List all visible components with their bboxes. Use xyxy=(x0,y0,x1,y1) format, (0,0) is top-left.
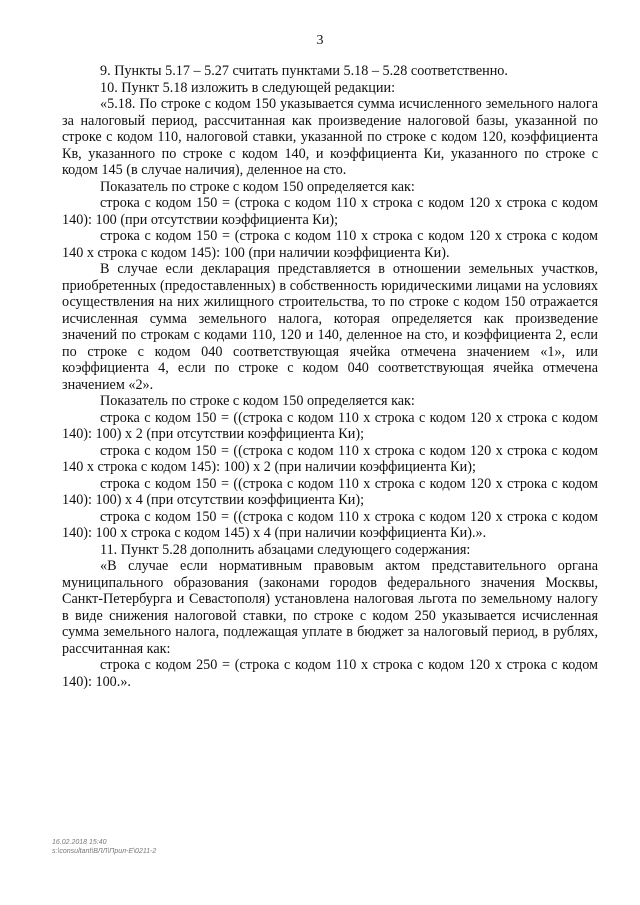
document-footer xyxy=(52,838,156,856)
paragraph-indicator-intro: Показатель по строке с кодом 150 определяется как: xyxy=(100,178,415,195)
formula-150-x2-no-ki: строка с кодом 150 = ((строка с кодом 110 x строка с кодом 120 x строка с кодом 140): 100) x 2 (при отсутствии коэффициента Ки); xyxy=(62,409,598,442)
paragraph-item-10: 10. Пункт 5.18 изложить в следующей редакции: xyxy=(100,79,396,96)
paragraph-tax-benefit: «В случае если нормативным правовым актом представительного органа муниципального образования (законами городов федерального значения Москвы, Санкт-Петербурга и Севастополя) установлена налоговая льгота по земельному налогу в виде снижения налоговой ставки, по строке с кодом 250 указывается исчисленная сумма земельного налога, подлежащая уплате в бюджет за налоговый период, в рублях, рассчитанная как: xyxy=(62,558,598,657)
formula-150-with-ki: строка с кодом 150 = (строка с кодом 110 x строка с кодом 120 x строка с кодом 140 x строка с кодом 145): 100 (при наличии коэффициента Ки). xyxy=(62,228,598,261)
paragraph-5-18: «5.18. По строке с кодом 150 указывается сумма исчисленного земельного налога за налоговый период, рассчитанная как произведение налоговой базы, указанной по строке с кодом 110, налоговой ставки, указанной по строке с кодом 120, коэффициента Кв, указанного по строке с кодом 140, и коэффициента Ки, указанного по строке с кодом 145 (в случае наличия), деленное на сто. xyxy=(62,96,598,178)
paragraph-item-9: 9. Пункты 5.17 – 5.27 считать пунктами 5.18 – 5.28 соответственно. xyxy=(100,63,508,79)
footer-path: s:\consultant\ВЛЛ\Прил-Е\0211-2 xyxy=(52,848,157,855)
formula-150-x4-no-ki: строка с кодом 150 = ((строка с кодом 110 x строка с кодом 120 x строка с кодом 140): 100) x 4 (при отсутствии коэффициента Ки); xyxy=(62,475,598,508)
footer-date: 16.02.2018 15:40 xyxy=(52,839,107,846)
formula-250: строка с кодом 250 = (строка с кодом 110 x строка с кодом 120 x строка с кодом 140): 100.». xyxy=(62,657,598,690)
document-body xyxy=(62,63,598,690)
formula-150-x4-with-ki: строка с кодом 150 = ((строка с кодом 110 x строка с кодом 120 x строка с кодом 140): 100 x строка с кодом 145) x 4 (при наличии коэффициента Ки).». xyxy=(62,508,598,541)
paragraph-housing-construction: В случае если декларация представляется в отношении земельных участков, приобретенных (предоставленных) в собственность юридическими лицами на условиях осуществления на них жилищного строительства, то по строке с кодом 150 отражается исчисленная сумма земельного налога, которая определяется как произведение значений по строкам с кодами 110, 120 и 140, деленное на сто, и коэффициента 2, если по строке с кодом 040 соответствующая ячейка отмечена значением «1», или коэффициента 4, если по строке с кодом 040 соответствующая ячейка отмечена значением «2». xyxy=(62,261,598,393)
page-number: 3 xyxy=(316,33,324,48)
paragraph-item-11: 11. Пункт 5.28 дополнить абзацами следующего содержания: xyxy=(100,541,471,558)
paragraph-indicator-intro-2: Показатель по строке с кодом 150 определяется как: xyxy=(100,393,415,409)
formula-150-x2-with-ki: строка с кодом 150 = ((строка с кодом 110 x строка с кодом 120 x строка с кодом 140 x строка с кодом 145): 100) x 2 (при наличии коэффициента Ки); xyxy=(62,442,598,475)
formula-150-no-ki: строка с кодом 150 = (строка с кодом 110 x строка с кодом 120 x строка с кодом 140): 100 (при отсутствии коэффициента Ки); xyxy=(62,195,598,228)
